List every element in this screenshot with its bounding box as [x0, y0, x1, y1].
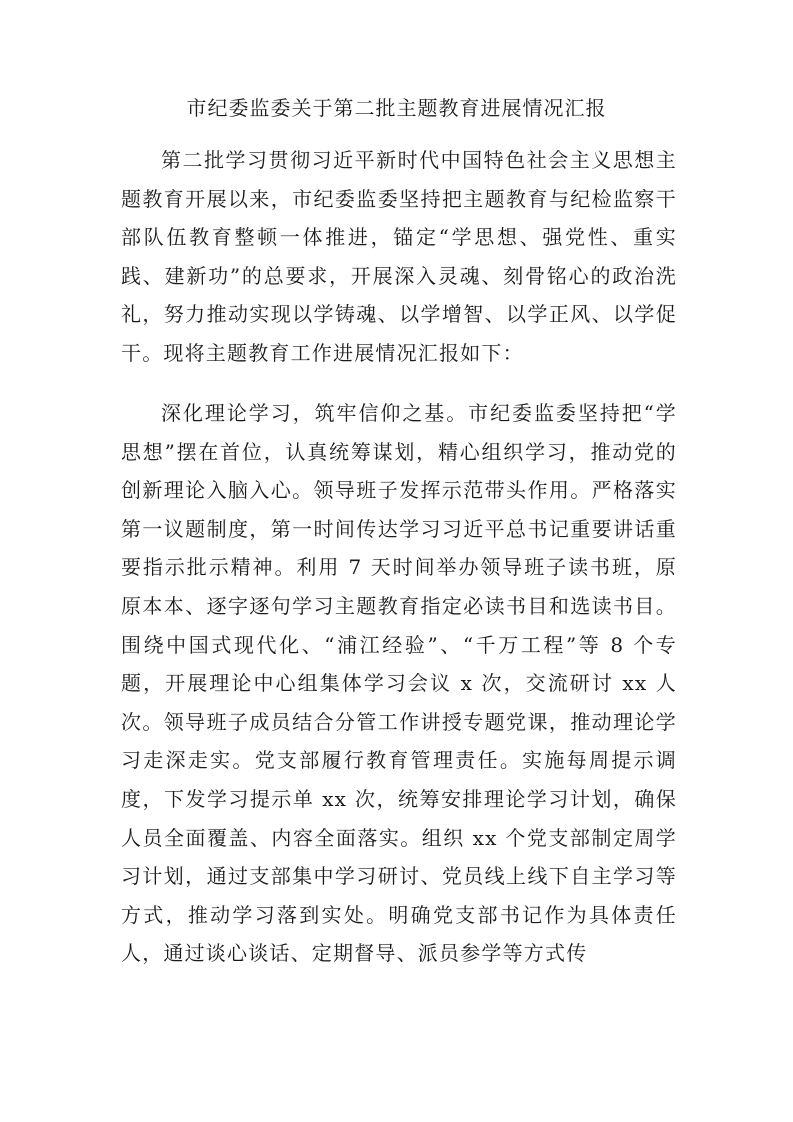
paragraph-intro: 第二批学习贯彻习近平新时代中国特色社会主义思想主题教育开展以来，市纪委监委坚持把主题教育与纪检监察干部队伍教育整顿一体推进，锚定“学思想、强党性、重实践、建新功”的总要求，开展深入灵魂、刻骨铭心的政治洗礼，努力推动实现以学铸魂、以学增智、以学正风、以学促干。现将主题教育工作进展情况汇报如下：: [121, 148, 677, 365]
paragraph-theory-study: 深化理论学习，筑牢信仰之基。市纪委监委坚持把“学思想”摆在首位，认真统筹谋划，精心组织学习，推动党的创新理论入脑入心。领导班子发挥示范带头作用。严格落实第一议题制度，第一时间传达学习习近平总书记重要讲话重要指示批示精神。利用 7 天时间举办领导班子读书班，原原本本、逐字逐句学习主题教育指定必读书目和选读书目。围绕中国式现代化、“浦江经验”、“千万工程”等 8 个专题，开展理论中心组集体学习会议 x 次，交流研讨 xx 人次。领导班子成员结合分管工作讲授专题党课，推动理论学习走深走实。党支部履行教育管理责任。实施每周提示调度，下发学习提示单 xx 次，统筹安排理论学习计划，确保人员全面覆盖、内容全面落实。组织 xx 个党支部制定周学习计划，通过支部集中学习研讨、党员线上线下自主学习等方式，推动学习落到实处。明确党支部书记作为具体责任人，通过谈心谈话、定期督导、派员参学等方式传: [121, 401, 678, 966]
document-title: 市纪委监委关于第二批主题教育进展情况汇报: [186, 96, 607, 120]
